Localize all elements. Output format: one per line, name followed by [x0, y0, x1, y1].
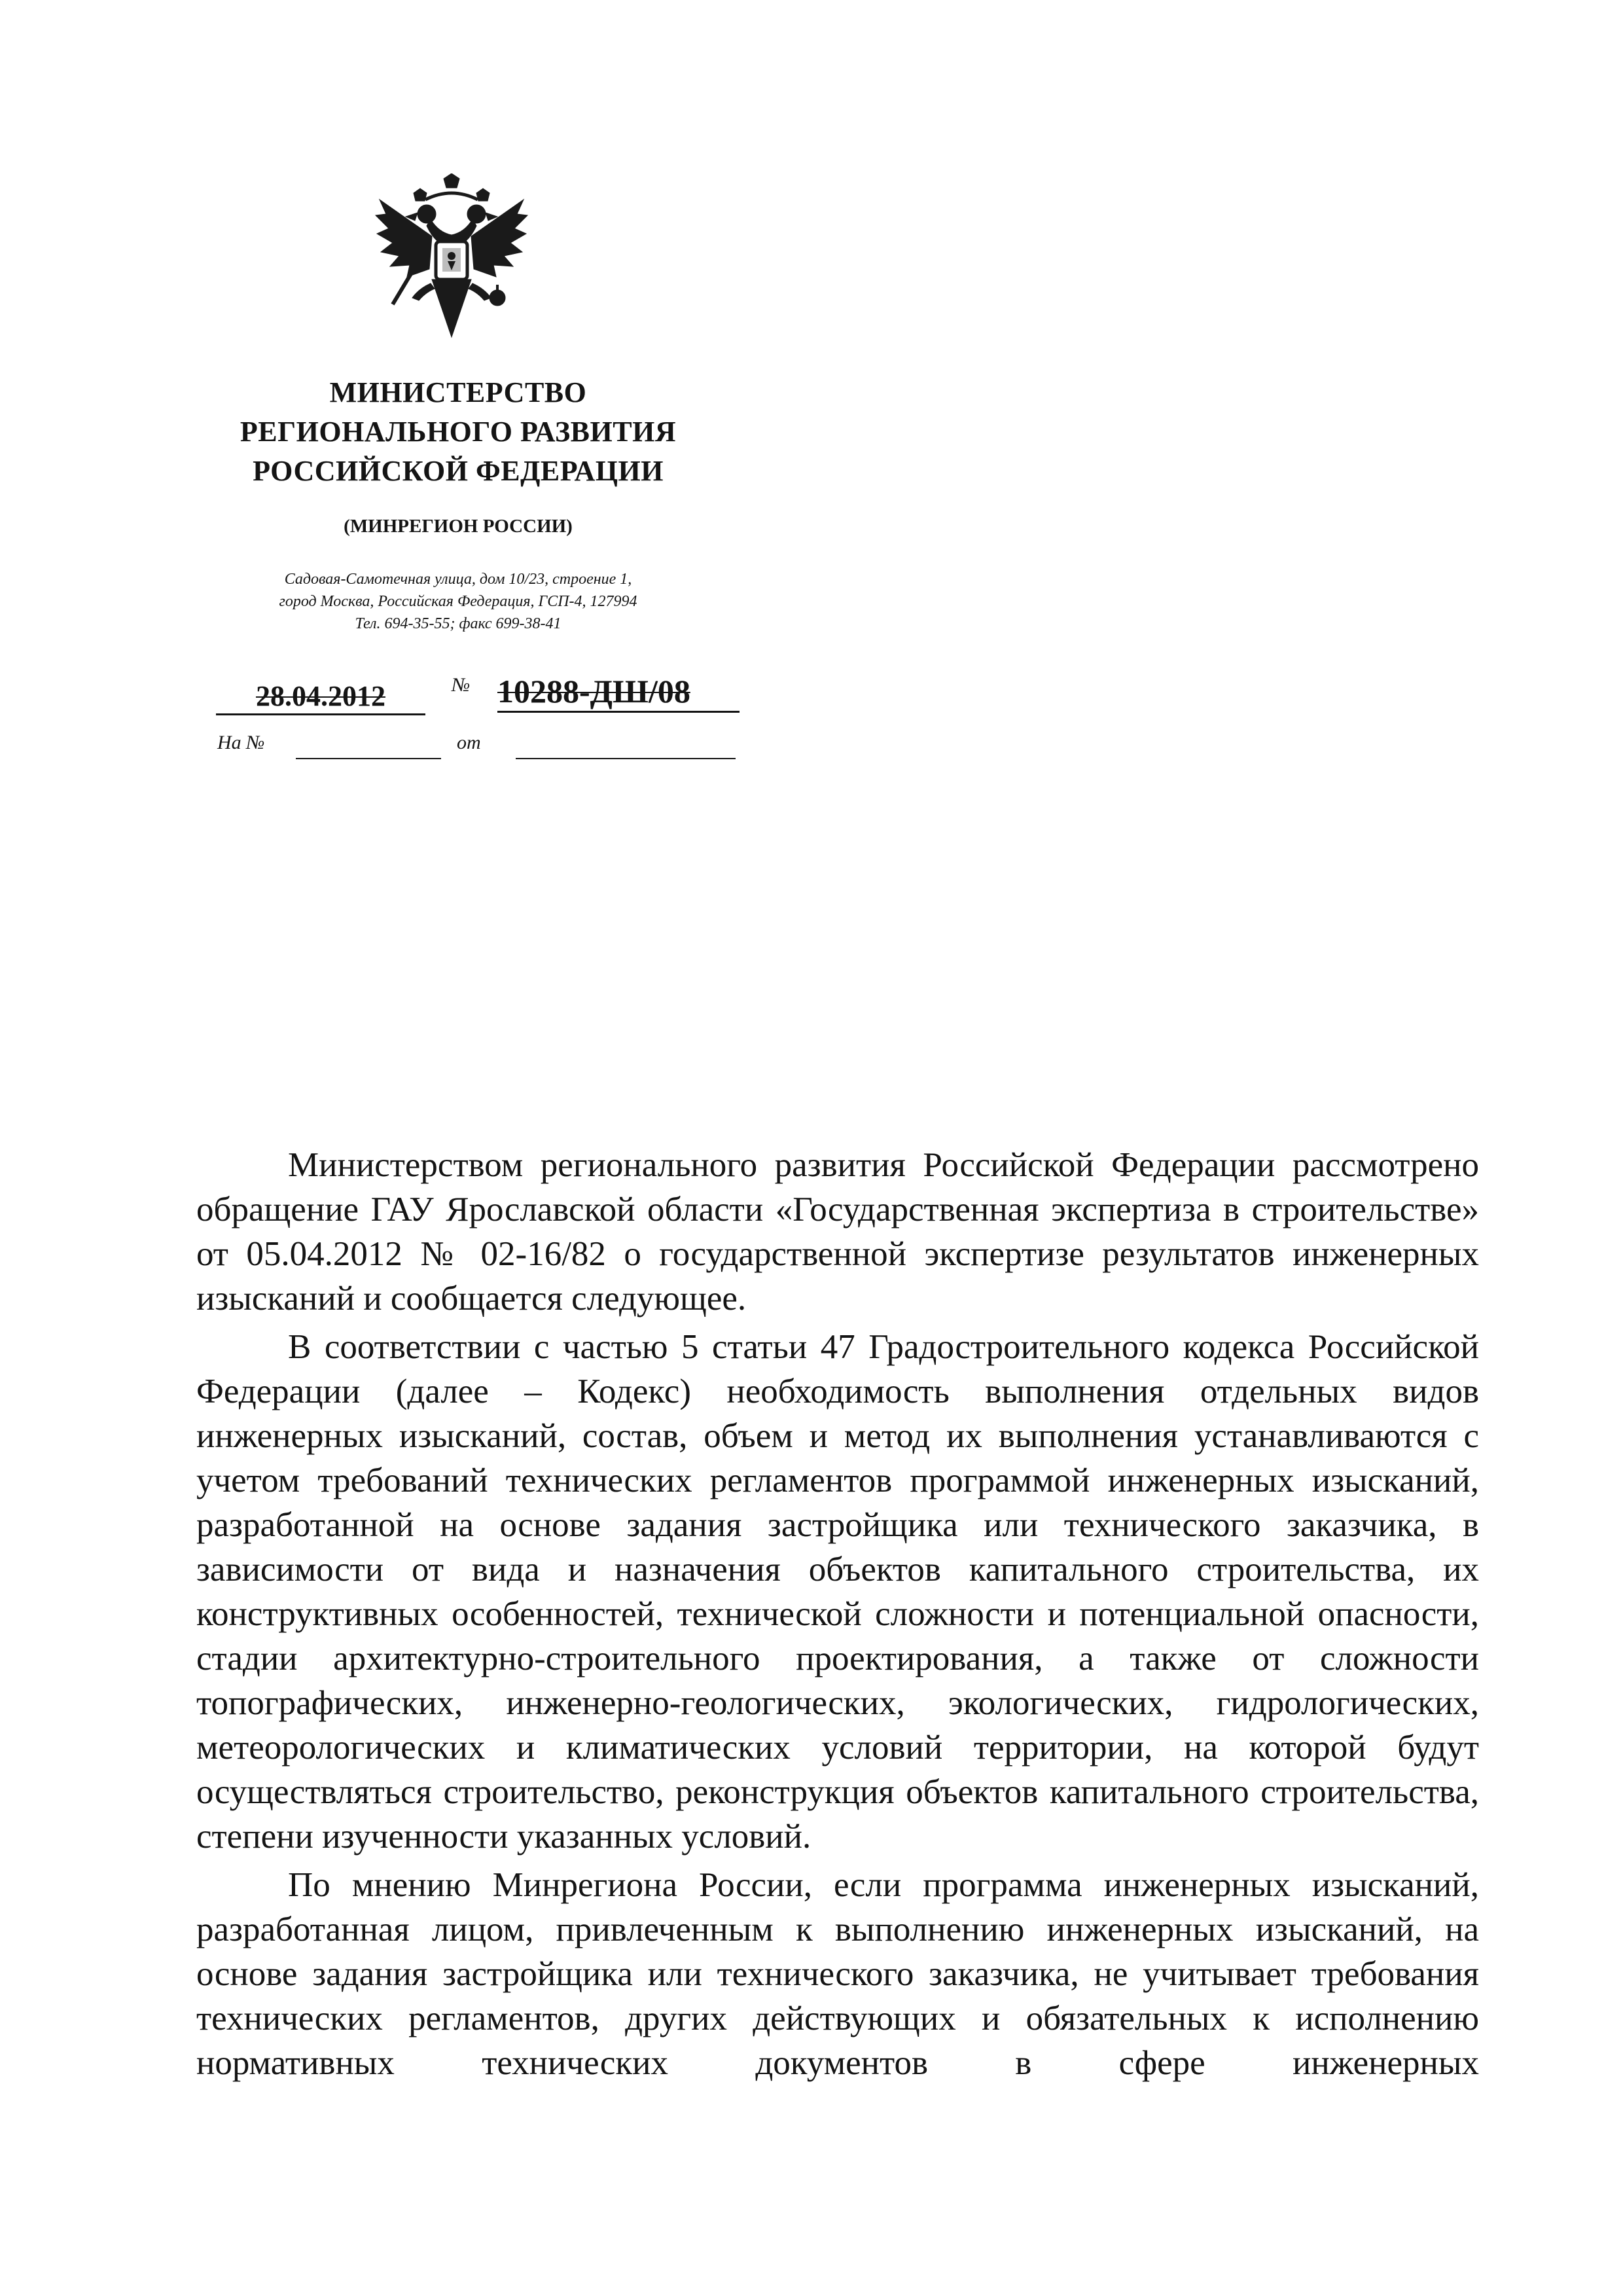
letter-body	[196, 1143, 1479, 2089]
address-line: город Москва, Российская Федерация, ГСП-4, 127994	[279, 593, 637, 610]
outgoing-date: 28.04.2012	[216, 679, 425, 715]
body-paragraph: Министерством регионального развития Российской Федерации рассмотрено обращение ГАУ Ярославской области «Государственная экспертиза в строительстве» от 05.04.2012 № 02-16/82 о государственной экспертизе результатов инженерных изысканий и сообщается следующее.	[196, 1146, 1479, 1318]
ministry-address	[190, 568, 726, 635]
ministry-line: МИНИСТЕРСТВО	[329, 376, 587, 408]
address-line: Садовая-Самотечная улица, дом 10/23, строение 1,	[284, 571, 632, 588]
reference-from-label: от	[457, 732, 481, 753]
reference-date-blank	[516, 758, 736, 759]
outgoing-number: 10288-ДШ/08	[497, 672, 740, 713]
ministry-title	[190, 373, 726, 491]
russian-coat-of-arms-icon	[366, 173, 537, 344]
ministry-short-name: (МИНРЕГИОН РОССИИ)	[344, 516, 573, 537]
body-paragraph: По мнению Минрегиона России, если программа инженерных изысканий, разработанная лицом, привлеченным к выполнению инженерных изысканий, на основе задания застройщика или технического заказчика, не учитывает требования технических регламентов, других действующих и обязательных к исполнению нормативных технических документов в сфере инженерных	[196, 1866, 1479, 2082]
number-sign: №	[452, 674, 471, 696]
body-paragraph: В соответствии с частью 5 статьи 47 Градостроительного кодекса Российской Федерации (далее – Кодекс) необходимость выполнения отдельных видов инженерных изысканий, состав, объем и метод их выполнения устанавливаются с учетом требований технических регламентов программой инженерных изысканий, разработанной на основе задания застройщика или технического заказчика, в зависимости от вида и назначения объектов капитального строительства, их конструктивных особенностей, технической сложности и потенциальной опасности, стадии архитектурно-строительного проектирования, а также от сложности топографических, инженерно-геологических, экологических, гидрологических, метеорологических и климатических условий территории, на которой будут осуществляться строительство, реконструкция объектов капитального строительства, степени изученности указанных условий.	[196, 1328, 1479, 1856]
ministry-line: РОССИЙСКОЙ ФЕДЕРАЦИИ	[253, 455, 664, 487]
reference-number-label: На №	[217, 732, 265, 753]
address-line: Тел. 694-35-55; факс 699-38-41	[355, 615, 562, 632]
ministry-line: РЕГИОНАЛЬНОГО РАЗВИТИЯ	[240, 416, 677, 448]
reference-number-blank	[296, 758, 441, 759]
